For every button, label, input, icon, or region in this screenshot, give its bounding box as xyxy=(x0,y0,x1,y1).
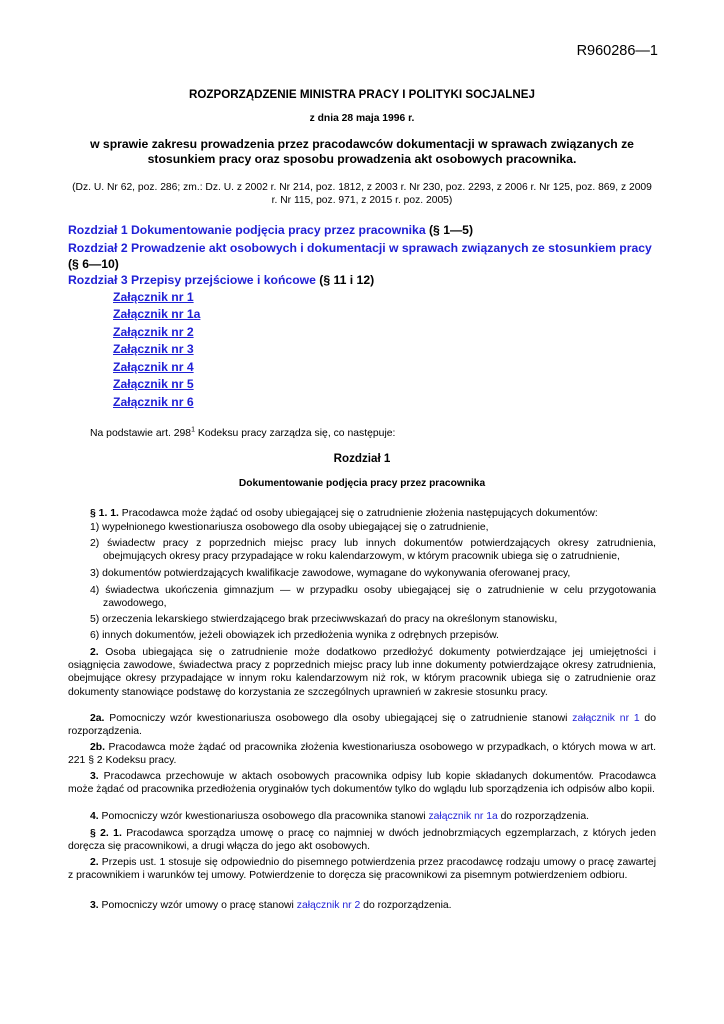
annex-link-1a[interactable]: Załącznik nr 1a xyxy=(113,307,201,321)
annex-link-5[interactable]: Załącznik nr 5 xyxy=(113,377,194,391)
toc-link-chapter-1[interactable]: Rozdział 1 Dokumentowanie podjęcia pracy przez pracownika xyxy=(68,223,426,237)
chapter-subtitle: Dokumentowanie podjęcia pracy przez pracownika xyxy=(238,478,486,489)
preamble: Na podstawie art. $298^1$ Kodeksu pracy zarządza się, co następuje: xyxy=(90,426,396,439)
paragraph-s1-4: 4. Pomocniczy wzór kwestionariusza osobowego dla pracownika stanowi załącznik nr 1a do rozporządzenia. xyxy=(90,811,590,822)
annex-1-inline-link[interactable]: załącznik nr 1 xyxy=(572,713,640,724)
toc-link-chapter-3[interactable]: Rozdział 3 Przepisy przejściowe i końcowe xyxy=(68,273,316,287)
toc-range: (§ 11 i 12) xyxy=(315,273,375,287)
list-item: 2) świadectw pracy z poprzednich miejsc pracy lub innych dokumentów potwierdzających okresy zatrudnienia, obejmujących okresy pracy przypadające w roku kalendarzowym, w którym pracownik ubiega się o zatrudnienie, xyxy=(90,538,656,563)
annex-2-inline-link[interactable]: załącznik nr 2 xyxy=(296,900,361,911)
paragraph-s1-2: 2. Osoba ubiegająca się o zatrudnienie może dodatkowo przedłożyć dokumenty potwierdzające jej umiejętności i osiągnięcia zawodowe, świadectwa pracy z poprzednich miejsc pracy lub inne dokumenty potwierdzające okresy zatrudnienia, obejmujące okresy przypadające w innym roku kalendarzowym niż rok, w którym pracownik ubiega się o zatrudnienie oraz dokumenty stanowiące podstawę do korzystania ze szczególnych uprawnień w zakresie stosunku pracy. xyxy=(68,647,656,698)
toc-entry-chapter-2 xyxy=(68,240,656,272)
annex-link-3[interactable]: Załącznik nr 3 xyxy=(113,342,194,356)
list-item: 5) orzeczenia lekarskiego stwierdzającego brak przeciwwskazań do pracy na określonym stanowisku, xyxy=(90,614,558,625)
paragraph-s2-1: § 2. 1. Pracodawca sporządza umowę o pracę co najmniej w dwóch jednobrzmiących egzemplarzach, z których jeden doręcza się pracownikowi, a drugi włącza do jego akt osobowych. xyxy=(68,828,656,853)
annex-1a-inline-link[interactable]: załącznik nr 1a xyxy=(428,811,498,822)
paragraph-s1-1: § 1. 1. Pracodawca może żądać od osoby ubiegającej się o zatrudnienie złożenia następujących dokumentów: xyxy=(90,508,598,519)
paragraph-s2-3: 3. Pomocniczy wzór umowy o pracę stanowi załącznik nr 2 do rozporządzenia. xyxy=(90,900,452,911)
annex-link-6[interactable]: Załącznik nr 6 xyxy=(113,395,194,409)
annex-link-2[interactable]: Załącznik nr 2 xyxy=(113,325,194,339)
regulation-date: z dnia 28 maja 1996 r. xyxy=(309,113,415,124)
list-item: 4) świadectwa ukończenia gimnazjum — w przypadku osoby ubiegającej się o zatrudnienie w celu przygotowania zawodowego, xyxy=(90,585,656,610)
regulation-subject: w sprawie zakresu prowadzenia przez pracodawców dokumentacji w sprawach związanych ze stosunkiem pracy oraz sposobu prowadzenia akt osobowych pracownika. xyxy=(90,137,634,166)
journal-references: (Dz. U. Nr 62, poz. 286; zm.: Dz. U. z 2002 r. Nr 214, poz. 1812, z 2003 r. Nr 230, poz. 2293, z 2006 r. Nr 125, poz. 869, z 2009 r. Nr 115, poz. 971, z 2015 r. poz. 2005) xyxy=(72,182,652,206)
annex-link-1[interactable]: Załącznik nr 1 xyxy=(113,290,194,304)
toc-entry-chapter-1 xyxy=(68,222,656,238)
paragraph-s2-2: 2. Przepis ust. 1 stosuje się odpowiednio do pisemnego potwierdzenia przez pracodawcę rodzaju umowy o pracę zawartej z pracownikiem i warunków tej umowy. Potwierdzenie to doręcza się pracownikowi za pisemnym potwierdzeniem odbioru. xyxy=(68,857,656,882)
toc-entry-chapter-3 xyxy=(68,272,656,288)
list-item: 1) wypełnionego kwestionariusza osobowego dla osoby ubiegającej się o zatrudnienie, xyxy=(90,522,489,533)
chapter-title: Rozdział 1 xyxy=(333,452,391,465)
paragraph-s1-3: 3. Pracodawca przechowuje w aktach osobowych pracownika odpisy lub kopie składanych dokumentów. Pracodawca może żądać od pracownika przedłożenia oryginałów tych dokumentów tylko do wglądu lub sporządzenia ich odpisów albo kopii. xyxy=(68,771,656,796)
list-item: 3) dokumentów potwierdzających kwalifikacje zawodowe, wymagane do wykonywania oferowanej pracy, xyxy=(90,568,571,579)
list-item: 6) innych dokumentów, jeżeli obowiązek ich przedłożenia wynika z odrębnych przepisów. xyxy=(90,630,499,641)
annex-link-4[interactable]: Załącznik nr 4 xyxy=(113,360,194,374)
toc-range: (§ 1—5) xyxy=(425,223,474,237)
toc-link-chapter-2[interactable]: Rozdział 2 Prowadzenie akt osobowych i dokumentacji w sprawach związanych ze stosunkiem pracy xyxy=(68,241,652,255)
paragraph-s1-2b: 2b. Pracodawca może żądać od pracownika złożenia kwestionariusza osobowego w przypadkach, o których mowa w art. 221 § 2 Kodeksu pracy. xyxy=(68,742,656,767)
toc-range: (§ 6—10) xyxy=(68,257,119,271)
regulation-title: ROZPORZĄDZENIE MINISTRA PRACY I POLITYKI SOCJALNEJ xyxy=(189,88,535,101)
document-id: R960286—1 xyxy=(576,43,658,59)
paragraph-s1-2a: 2a. Pomocniczy wzór kwestionariusza osobowego dla osoby ubiegającej się o zatrudnienie stanowi załącznik nr 1 do rozporządzenia. xyxy=(68,713,656,738)
